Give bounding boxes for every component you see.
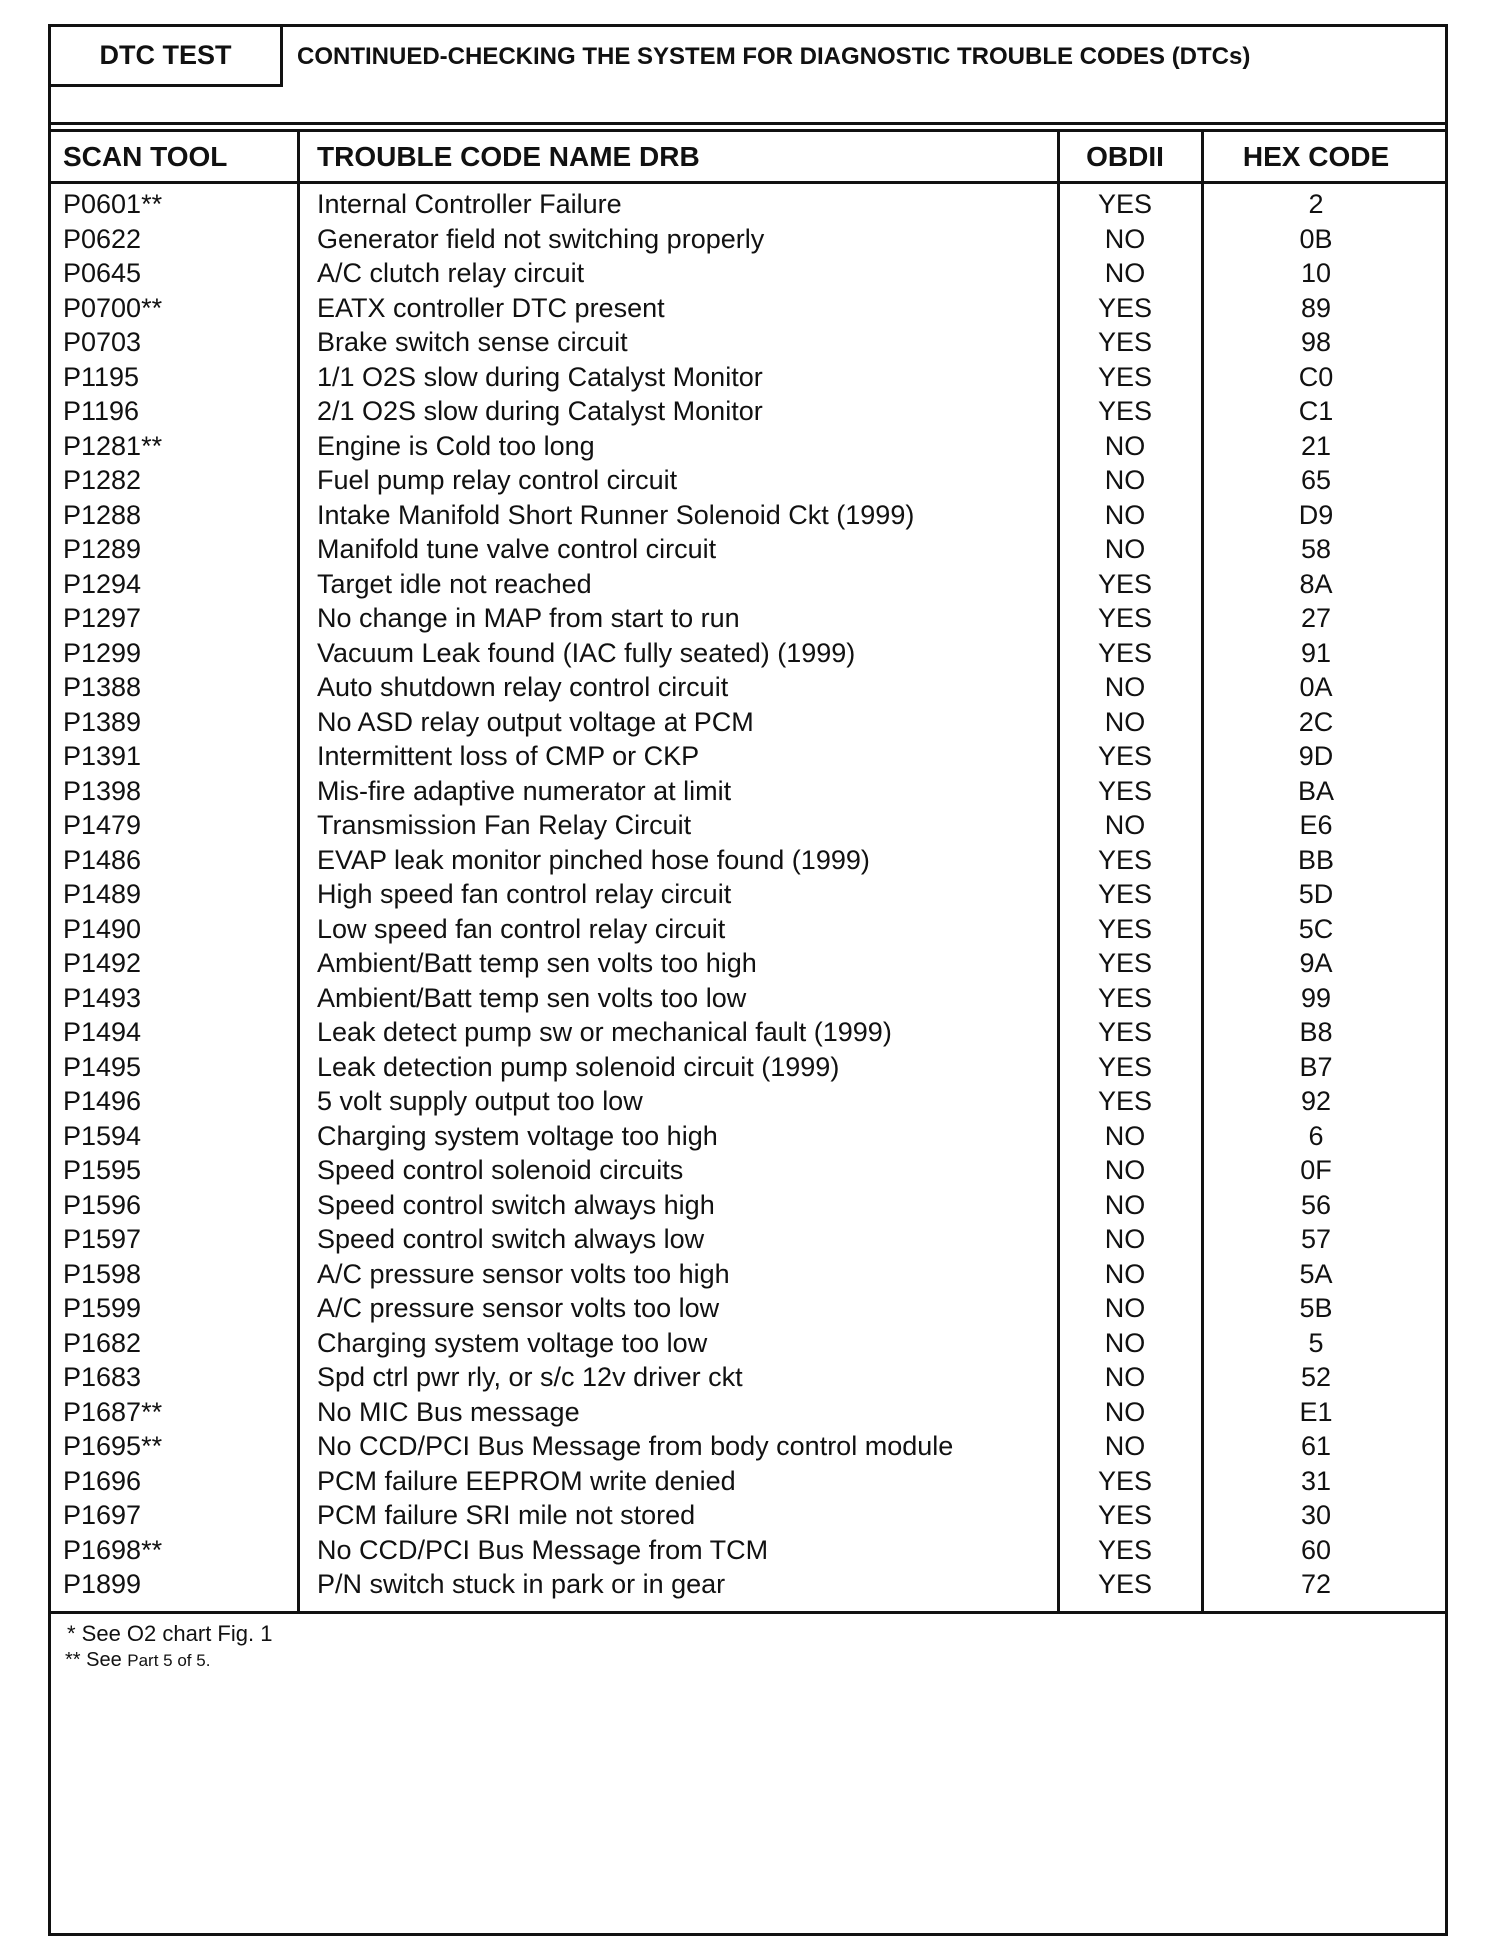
divider [51,129,1445,132]
row-trouble-code-name: 1/1 O2S slow during Catalyst Monitor [317,361,763,392]
row-scan-tool-code: P1496 [63,1086,142,1116]
row-obdii: NO [1104,223,1146,254]
table-row [51,498,1445,533]
row-scan-tool-code: P1599 [63,1293,142,1323]
row-obdii: NO [1104,534,1146,564]
row-scan-tool-code: P1697 [63,1500,142,1530]
row-hex-code: 27 [1300,603,1332,633]
row-obdii: NO [1104,1362,1146,1392]
table-row [51,636,1445,671]
row-scan-tool-code: P1494 [63,1017,142,1047]
table-row [51,187,1445,222]
row-obdii: YES [1097,603,1153,633]
row-hex-code: 5A [1299,1258,1333,1289]
row-hex-code: 57 [1300,1224,1332,1254]
row-hex-code: 31 [1300,1465,1332,1496]
row-trouble-code-name: High speed fan control relay circuit [317,879,732,909]
row-hex-code: 99 [1300,982,1332,1013]
row-obdii: NO [1104,706,1146,737]
table-row [51,1498,1445,1533]
row-trouble-code-name: Low speed fan control relay circuit [317,913,726,944]
row-scan-tool-code: P1282 [63,465,142,495]
row-scan-tool-code: P1597 [63,1224,142,1254]
table-row [51,360,1445,395]
row-hex-code: 5 [1308,1327,1324,1358]
table-row [51,601,1445,636]
row-scan-tool-code: P0645 [63,258,142,288]
row-obdii: YES [1097,948,1153,978]
row-hex-code: 0F [1300,1155,1332,1185]
table-row [51,1188,1445,1223]
row-trouble-code-name: Charging system voltage too high [317,1120,718,1151]
table-row [51,670,1445,705]
table-row [51,877,1445,912]
row-scan-tool-code: P1698** [63,1534,163,1565]
table-row [51,1360,1445,1395]
row-trouble-code-name: EATX controller DTC present [317,292,665,323]
row-trouble-code-name: No ASD relay output voltage at PCM [317,706,754,737]
row-trouble-code-name: Speed control switch always high [317,1189,715,1220]
table-row [51,705,1445,740]
table-row [51,1395,1445,1430]
row-trouble-code-name: P/N switch stuck in park or in gear [317,1569,726,1599]
header-row [51,27,1445,87]
row-scan-tool-code: P1299 [63,637,142,668]
row-obdii: NO [1104,430,1146,461]
row-obdii: NO [1104,1327,1146,1358]
row-trouble-code-name: A/C clutch relay circuit [317,258,585,288]
row-trouble-code-name: No MIC Bus message [317,1396,580,1427]
row-scan-tool-code: P1479 [63,810,142,840]
row-scan-tool-code: P1493 [63,982,142,1013]
table-row [51,1222,1445,1257]
row-obdii: YES [1097,637,1153,668]
row-obdii: NO [1104,258,1146,288]
row-obdii: YES [1097,1051,1153,1082]
row-hex-code: 91 [1300,637,1332,668]
row-scan-tool-code: P1289 [63,534,142,564]
row-trouble-code-name: Transmission Fan Relay Circuit [317,810,692,840]
table-body [51,187,1445,1602]
row-obdii: NO [1104,1224,1146,1254]
row-trouble-code-name: Spd ctrl pwr rly, or s/c 12v driver ckt [317,1362,743,1392]
table-bottom-border [51,1611,1445,1614]
column-header-scan-tool: SCAN TOOL [63,141,228,172]
row-hex-code: 92 [1300,1086,1332,1116]
row-scan-tool-code: P1398 [63,775,142,806]
row-scan-tool-code: P1683 [63,1362,142,1392]
row-scan-tool-code: P1594 [63,1120,142,1151]
row-scan-tool-code: P1391 [63,741,142,771]
row-trouble-code-name: 5 volt supply output too low [317,1086,643,1116]
table-row [51,1084,1445,1119]
row-hex-code: C1 [1298,396,1334,426]
row-scan-tool-code: P0700** [63,292,163,323]
table-row [51,1567,1445,1602]
row-trouble-code-name: Fuel pump relay control circuit [317,465,678,495]
row-trouble-code-name: Speed control switch always low [317,1224,705,1254]
row-obdii: YES [1097,568,1153,599]
row-scan-tool-code: P1598 [63,1258,142,1289]
row-hex-code: 8A [1299,568,1333,599]
table-row [51,808,1445,843]
row-trouble-code-name: Intermittent loss of CMP or CKP [317,741,700,771]
row-hex-code: 89 [1300,292,1332,323]
row-obdii: YES [1097,1500,1153,1530]
row-obdii: YES [1097,189,1153,219]
row-hex-code: 0A [1299,672,1333,702]
row-trouble-code-name: Ambient/Batt temp sen volts too high [317,948,757,978]
row-trouble-code-name: Brake switch sense circuit [317,327,628,357]
table-row [51,774,1445,809]
row-obdii: NO [1104,1120,1146,1151]
row-trouble-code-name: 2/1 O2S slow during Catalyst Monitor [317,396,763,426]
row-hex-code: B7 [1299,1051,1333,1082]
row-obdii: YES [1097,913,1153,944]
row-obdii: NO [1104,1189,1146,1220]
row-scan-tool-code: P0601** [63,189,163,219]
row-scan-tool-code: P0622 [63,223,142,254]
table-row [51,222,1445,257]
row-hex-code: 5C [1298,913,1334,944]
table-row [51,256,1445,291]
page-title: CONTINUED-CHECKING THE SYSTEM FOR DIAGNOSTIC TROUBLE CODES (DTCs) [297,43,1251,70]
row-trouble-code-name: Target idle not reached [317,568,592,599]
row-obdii: YES [1097,982,1153,1013]
row-trouble-code-name: Manifold tune valve control circuit [317,534,717,564]
table-row [51,1533,1445,1568]
row-trouble-code-name: A/C pressure sensor volts too high [317,1258,730,1289]
row-scan-tool-code: P1492 [63,948,142,978]
row-hex-code: D9 [1298,499,1334,530]
row-hex-code: 60 [1300,1534,1332,1565]
row-hex-code: 58 [1300,534,1332,564]
row-obdii: YES [1097,1569,1153,1599]
table-row [51,1015,1445,1050]
row-scan-tool-code: P1596 [63,1189,142,1220]
table-row [51,1050,1445,1085]
dtc-table-sheet [48,24,1448,1936]
row-hex-code: BB [1297,844,1335,875]
row-trouble-code-name: A/C pressure sensor volts too low [317,1293,720,1323]
row-hex-code: 5B [1299,1293,1333,1323]
table-row [51,1429,1445,1464]
table-row [51,394,1445,429]
row-obdii: YES [1097,1534,1153,1565]
row-hex-code: 6 [1308,1120,1324,1151]
row-scan-tool-code: P1195 [63,361,140,392]
row-trouble-code-name: Internal Controller Failure [317,189,622,219]
row-obdii: YES [1097,361,1153,392]
row-obdii: YES [1097,775,1153,806]
row-obdii: YES [1097,1465,1153,1496]
row-scan-tool-code: P1389 [63,706,142,737]
row-scan-tool-code: P1281** [63,430,163,461]
row-obdii: YES [1097,879,1153,909]
row-hex-code: 52 [1300,1362,1332,1392]
row-hex-code: 10 [1300,258,1332,288]
row-obdii: NO [1104,465,1146,495]
row-hex-code: B8 [1299,1017,1333,1047]
row-trouble-code-name: Leak detection pump solenoid circuit (1999) [317,1051,840,1082]
column-header-obdii: OBDII [1086,141,1164,172]
table-row [51,567,1445,602]
row-hex-code: BA [1297,775,1335,806]
dtc-test-label: DTC TEST [51,27,283,87]
row-trouble-code-name: No change in MAP from start to run [317,603,740,633]
table-row [51,946,1445,981]
table-row [51,1326,1445,1361]
table-row [51,463,1445,498]
table-row [51,291,1445,326]
row-obdii: NO [1104,1258,1146,1289]
row-hex-code: 2C [1298,706,1334,737]
row-scan-tool-code: P1486 [63,844,142,875]
row-obdii: NO [1104,1293,1146,1323]
table-row [51,843,1445,878]
table-row [51,1291,1445,1326]
row-hex-code: 30 [1300,1500,1332,1530]
row-hex-code: 2 [1308,189,1324,219]
row-scan-tool-code: P1687** [63,1396,163,1427]
row-trouble-code-name: No CCD/PCI Bus Message from body control module [317,1431,954,1461]
row-scan-tool-code: P1297 [63,603,142,633]
column-header-hex-code: HEX CODE [1242,141,1390,172]
row-scan-tool-code: P1682 [63,1327,142,1358]
row-obdii: YES [1097,396,1153,426]
row-hex-code: E6 [1299,810,1333,840]
row-hex-code: 65 [1300,465,1332,495]
row-hex-code: 72 [1300,1569,1332,1599]
row-scan-tool-code: P0703 [63,327,142,357]
row-trouble-code-name: Mis-fire adaptive numerator at limit [317,775,732,806]
table-row [51,1257,1445,1292]
row-hex-code: 9A [1299,948,1333,978]
footnote-part-ref: Part 5 of 5. [127,1651,211,1670]
row-obdii: NO [1104,499,1146,530]
row-obdii: YES [1097,1086,1153,1116]
row-hex-code: 56 [1300,1189,1332,1220]
footnote-part-5 [65,1649,210,1672]
row-trouble-code-name: PCM failure EEPROM write denied [317,1465,736,1496]
footnote-o2-chart: * See O2 chart Fig. 1 [67,1621,273,1646]
table-row [51,1119,1445,1154]
row-trouble-code-name: Speed control solenoid circuits [317,1155,684,1185]
row-scan-tool-code: P1595 [63,1155,142,1185]
row-hex-code: 61 [1300,1431,1332,1461]
row-scan-tool-code: P1696 [63,1465,142,1496]
row-obdii: YES [1097,741,1153,771]
row-scan-tool-code: P1489 [63,879,142,909]
row-obdii: YES [1097,292,1153,323]
row-trouble-code-name: PCM failure SRI mile not stored [317,1500,696,1530]
row-trouble-code-name: EVAP leak monitor pinched hose found (1999) [317,844,870,875]
row-trouble-code-name: Generator field not switching properly [317,223,765,254]
row-trouble-code-name: Engine is Cold too long [317,430,595,461]
row-obdii: YES [1097,1017,1153,1047]
table-row [51,429,1445,464]
row-trouble-code-name: Vacuum Leak found (IAC fully seated) (1999) [317,637,856,668]
row-trouble-code-name: Intake Manifold Short Runner Solenoid Ckt (1999) [317,499,915,530]
row-hex-code: 9D [1298,741,1334,771]
row-scan-tool-code: P1495 [63,1051,142,1082]
row-obdii: NO [1104,672,1146,702]
row-trouble-code-name: Auto shutdown relay control circuit [317,672,729,702]
row-hex-code: 5D [1298,879,1334,909]
row-hex-code: C0 [1298,361,1334,392]
row-obdii: NO [1104,1396,1146,1427]
row-scan-tool-code: P1695** [63,1431,163,1461]
row-hex-code: 98 [1300,327,1332,357]
row-hex-code: E1 [1299,1396,1333,1427]
divider [51,122,1445,125]
row-obdii: NO [1104,810,1146,840]
table-row [51,981,1445,1016]
row-scan-tool-code: P1899 [63,1569,142,1599]
header-underline [51,181,1445,184]
table-row [51,325,1445,360]
row-obdii: YES [1097,327,1153,357]
table-row [51,1464,1445,1499]
row-trouble-code-name: No CCD/PCI Bus Message from TCM [317,1534,769,1565]
row-hex-code: 0B [1299,223,1333,254]
table-row [51,912,1445,947]
row-scan-tool-code: P1288 [63,499,142,530]
row-scan-tool-code: P1490 [63,913,142,944]
row-scan-tool-code: P1294 [63,568,142,599]
column-header-trouble-code-name: TROUBLE CODE NAME DRB [317,141,700,172]
table-row [51,739,1445,774]
row-obdii: YES [1097,844,1153,875]
row-scan-tool-code: P1196 [63,396,140,426]
row-trouble-code-name: Charging system voltage too low [317,1327,708,1358]
table-row [51,532,1445,567]
row-hex-code: 21 [1300,430,1332,461]
row-obdii: NO [1104,1431,1146,1461]
footnote-prefix: ** See [65,1649,128,1671]
row-trouble-code-name: Leak detect pump sw or mechanical fault (1999) [317,1017,892,1047]
row-trouble-code-name: Ambient/Batt temp sen volts too low [317,982,747,1013]
table-row [51,1153,1445,1188]
row-obdii: NO [1104,1155,1146,1185]
row-scan-tool-code: P1388 [63,672,142,702]
